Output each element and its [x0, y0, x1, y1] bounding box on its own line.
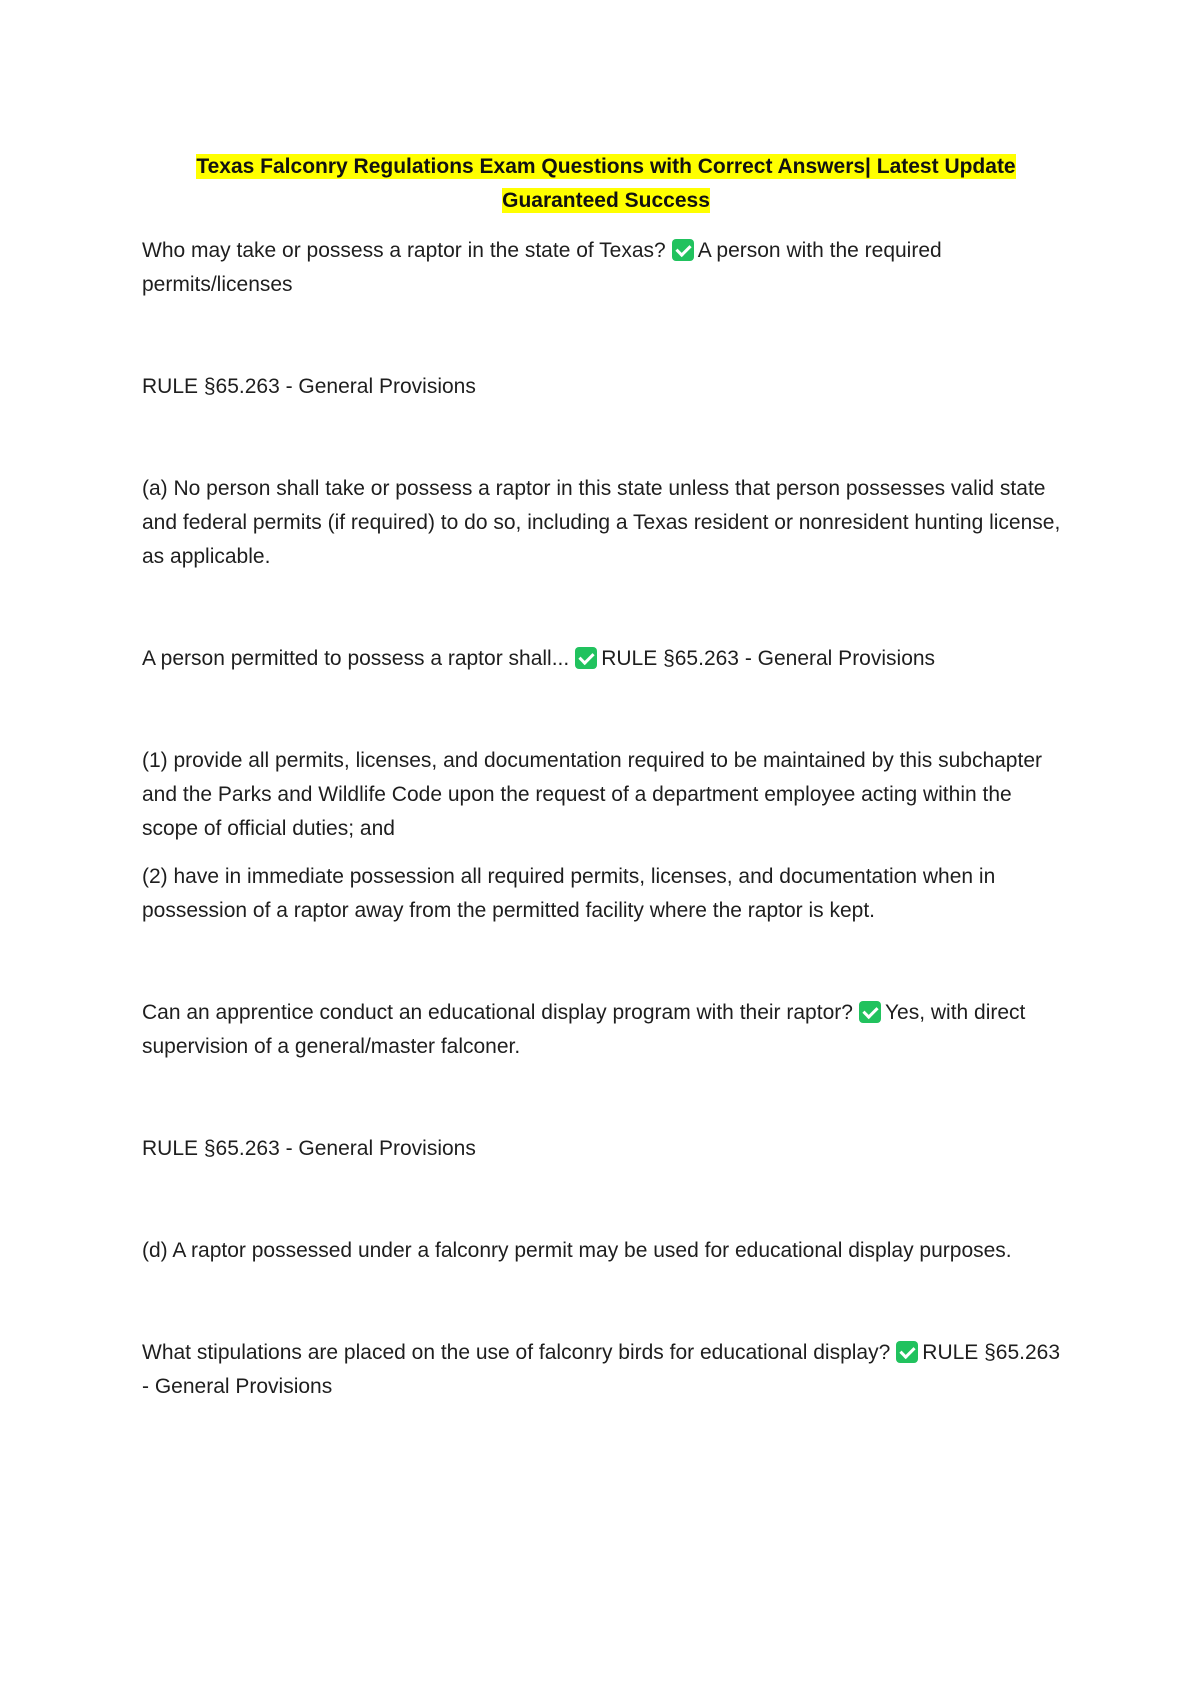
rule-heading-2: RULE §65.263 - General Provisions: [142, 1137, 476, 1160]
check-mark-icon: [672, 239, 694, 261]
qa-item-1: [142, 234, 1070, 302]
qa-item-3: [142, 996, 1070, 1064]
check-mark-icon: [859, 1001, 881, 1023]
qa-item-4: [142, 1336, 1070, 1404]
rule-paragraph-a: (a) No person shall take or possess a raptor in this state unless that person possesses valid state and federal permits (if required) to do so, including a Texas resident or nonresident hunting license, as applicable.: [142, 477, 1061, 568]
document-title: Texas Falconry Regulations Exam Questions with Correct Answers| Latest Update Guaranteed Success: [196, 155, 1016, 212]
rule-paragraph-d: (d) A raptor possessed under a falconry permit may be used for educational display purposes.: [142, 1239, 1012, 1262]
question-text: Can an apprentice conduct an educational display program with their raptor?: [142, 1001, 853, 1024]
rule-paragraph-2: (2) have in immediate possession all required permits, licenses, and documentation when in possession of a raptor away from the permitted facility where the raptor is kept.: [142, 865, 996, 922]
check-mark-icon: [896, 1341, 918, 1363]
question-text: A person permitted to possess a raptor shall...: [142, 647, 570, 670]
rule-paragraph-1: (1) provide all permits, licenses, and documentation required to be maintained by this subchapter and the Parks and Wildlife Code upon the request of a department employee acting within the scope of official duties; and: [142, 749, 1042, 840]
question-text: What stipulations are placed on the use of falconry birds for educational display?: [142, 1341, 891, 1364]
answer-text: RULE §65.263 - General Provisions: [601, 647, 936, 670]
answer-text: Yes, with direct supervision of a general/master falconer.: [142, 1001, 1026, 1058]
answer-text: A person with the required permits/licenses: [142, 239, 942, 296]
question-text: Who may take or possess a raptor in the state of Texas?: [142, 239, 666, 262]
qa-item-2: [142, 642, 1070, 676]
check-mark-icon: [575, 647, 597, 669]
answer-text: RULE §65.263 - General Provisions: [142, 1341, 1061, 1398]
title-block: [142, 150, 1070, 218]
rule-heading-1: RULE §65.263 - General Provisions: [142, 375, 476, 398]
document-content: [142, 150, 1070, 1404]
